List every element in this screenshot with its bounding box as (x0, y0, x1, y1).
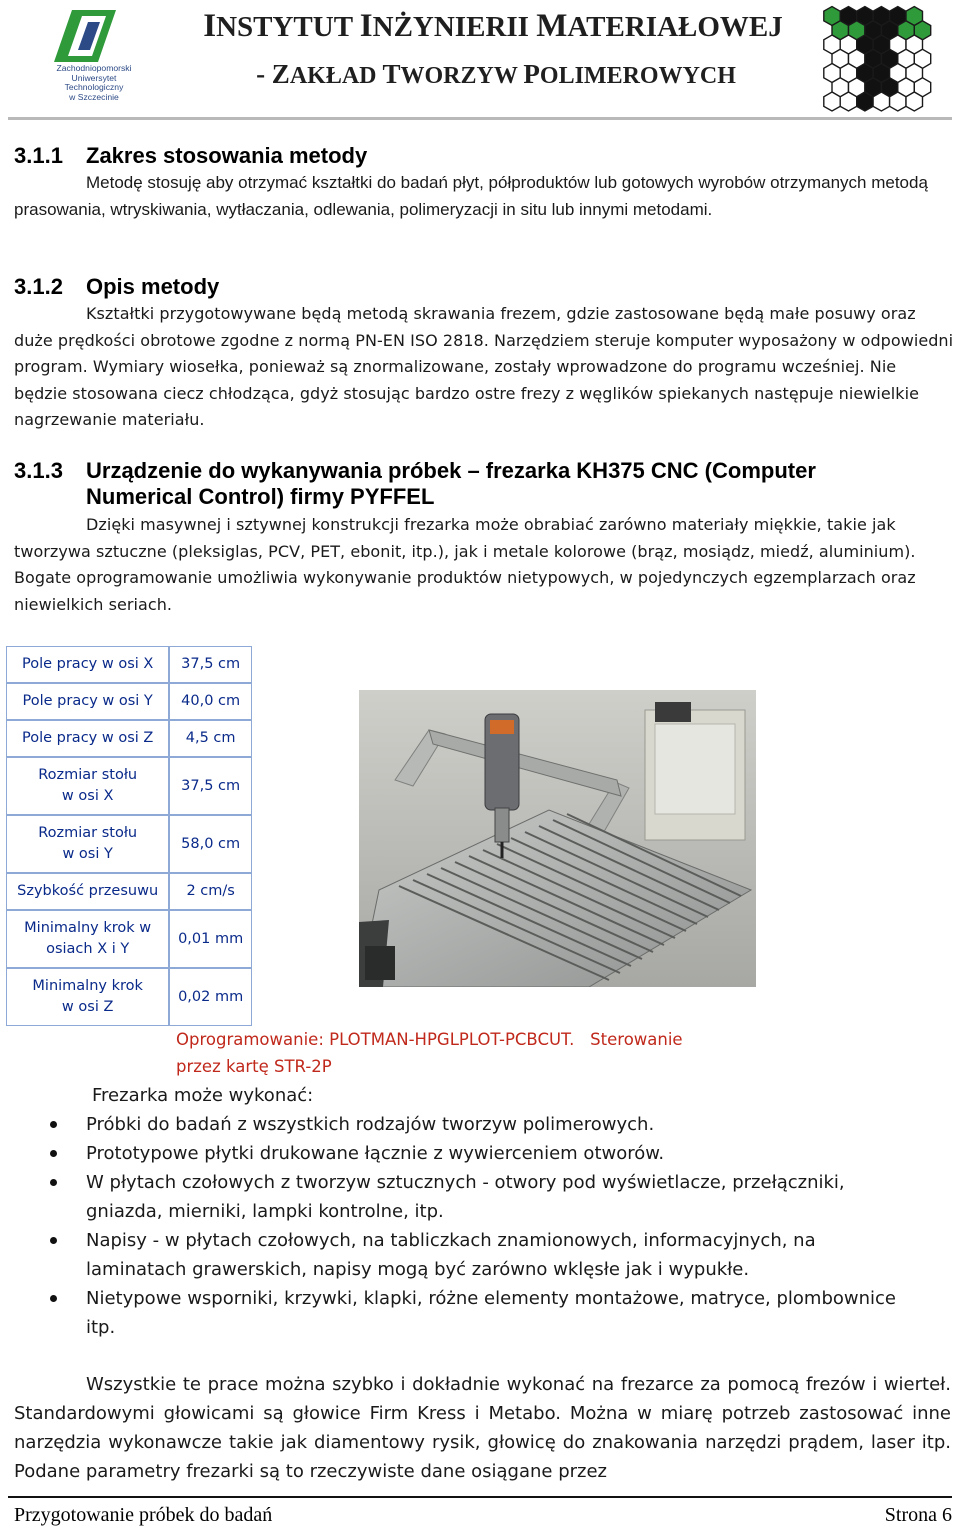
capabilities-intro: Frezarka może wykonać: (92, 1085, 314, 1106)
spec-value: 2 cm/s (169, 873, 252, 910)
spec-label: Rozmiar stołu w osi X (6, 757, 169, 815)
closing-paragraph: Wszystkie te prace można szybko i dokładnie wykonać na frezarce za pomocą frezów i wierteł. Standardowymi głowicami są głowice Firm Kress i Metabo. Można w miarę potrzeb zastosować inne narzędzia wykonawcze takie jak diamentowy rysik, głowicę do znakowania narzędzi prądem, laser itp. Podane parametry frezarki są to rzeczywiste dane osiągane przez (14, 1374, 951, 1482)
software-info: Oprogramowanie: PLOTMAN-HPGLPLOT-PCBCUT. Sterowanie przez kartę STR-2P (176, 1030, 683, 1076)
footer-divider (8, 1496, 952, 1498)
university-logo-mark-icon (54, 8, 118, 64)
spec-row (6, 646, 252, 683)
spec-label: Szybkość przesuwu (6, 873, 169, 910)
spec-value: 0,01 mm (169, 910, 252, 968)
spec-row (6, 683, 252, 720)
bullet-icon (50, 1237, 57, 1244)
spec-label: Rozmiar stołu w osi Y (6, 815, 169, 873)
spec-value: 0,02 mm (169, 968, 252, 1026)
section-3-1-3-heading: 3.1.3 Urządzenie do wykanywania próbek – frezarka KH375 CNC (Computer Numerical Control) firmy PYFFEL (14, 458, 816, 509)
page-number: Strona 6 (884, 1504, 952, 1526)
list-item: Nietypowe wsporniki, krzywki, klapki, różne elementy montażowe, matryce, plombownice itp. (0, 1284, 960, 1342)
bullet-icon (50, 1179, 57, 1186)
spec-row (6, 968, 252, 1026)
spec-value: 58,0 cm (169, 815, 252, 873)
list-item: W płytach czołowych z tworzyw sztucznych - otwory pod wyświetlacze, przełączniki, gniazda, mierniki, lampki kontrolne, itp. (0, 1168, 960, 1226)
spec-value: 37,5 cm (169, 757, 252, 815)
section-3-1-2-heading: 3.1.2 Opis metody (14, 274, 220, 299)
university-logo-text: Zachodniopomorski Uniwersytet Technologiczny w Szczecinie (56, 63, 132, 102)
spec-value: 40,0 cm (169, 683, 252, 720)
department-logo-hexagon-icon (818, 4, 958, 120)
spec-label: Minimalny krok w osi Z (6, 968, 169, 1026)
machine-spec-table (6, 646, 252, 1026)
university-logo (44, 8, 134, 100)
spec-label: Pole pracy w osi Y (6, 683, 169, 720)
section-3-1-3-text: Dzięki masywnej i sztywnej konstrukcji frezarka może obrabiać zarówno materiały miękkie, takie jak tworzywa sztuczne (pleksiglas, PCV, PET, ebonit, itp.), jak i metale kolorowe (brąz, mosiądz, miedź, aluminium). Bogate oprogramowanie umożliwia wykonywanie produktów nietypowych, w pojedynczych egzemplarzach oraz niewielkich seriach. (14, 515, 916, 614)
cnc-milling-machine-photo (359, 690, 756, 987)
section-3-1-1-text: Metodę stosuję aby otrzymać kształtki do badań płyt, półproduktów lub gotowych wyrobów otrzymanych metodą prasowania, wtryskiwania, wytłaczania, odlewania, polimeryzacji in situ lub innymi metodami. (14, 173, 928, 219)
institute-name: INSTYTUT INŻYNIERII MATERIAŁOWEJ (203, 8, 783, 44)
footer-document-title: Przygotowanie próbek do badań (14, 1504, 273, 1526)
bullet-icon (50, 1295, 57, 1302)
list-item: Próbki do badań z wszystkich rodzajów tworzyw polimerowych. (0, 1110, 960, 1139)
spec-row (6, 815, 252, 873)
list-item: Napisy - w płytach czołowych, na tabliczkach znamionowych, informacyjnych, na laminatach grawerskich, napisy mogą być zarówno wklęsłe jak i wypukłe. (0, 1226, 960, 1284)
spec-row (6, 720, 252, 757)
spec-label: Pole pracy w osi Z (6, 720, 169, 757)
spec-label: Minimalny krok w osiach X i Y (6, 910, 169, 968)
section-3-1-2-text: Kształtki przygotowywane będą metodą skrawania frezem, gdzie zastosowane będą małe posuwy oraz duże prędkości obrotowe zgodne z normą PN-EN ISO 2818. Narzędziem steruje komputer wyposażony w odpowiedni program. Wymiary wiosełka, ponieważ są znormalizowane, zostały wprowadzone do programu wcześniej. Nie będzie stosowana ciecz chłodząca, gdyż stosując bardzo ostre frezy z węglików spiekanych następuje niewielkie nagrzewanie materiału. (14, 304, 954, 429)
department-name: - ZAKŁAD TWORZYW POLIMEROWYCH (256, 59, 736, 89)
header-divider (8, 117, 952, 120)
bullet-icon (50, 1150, 57, 1157)
spec-row (6, 910, 252, 968)
list-item: Prototypowe płytki drukowane łącznie z wywierceniem otworów. (0, 1139, 960, 1168)
spec-row (6, 873, 252, 910)
spec-value: 4,5 cm (169, 720, 252, 757)
capabilities-list (0, 1110, 960, 1342)
section-3-1-1-heading: 3.1.1 Zakres stosowania metody (14, 143, 368, 168)
spec-label: Pole pracy w osi X (6, 646, 169, 683)
bullet-icon (50, 1121, 57, 1128)
spec-row (6, 757, 252, 815)
spec-value: 37,5 cm (169, 646, 252, 683)
